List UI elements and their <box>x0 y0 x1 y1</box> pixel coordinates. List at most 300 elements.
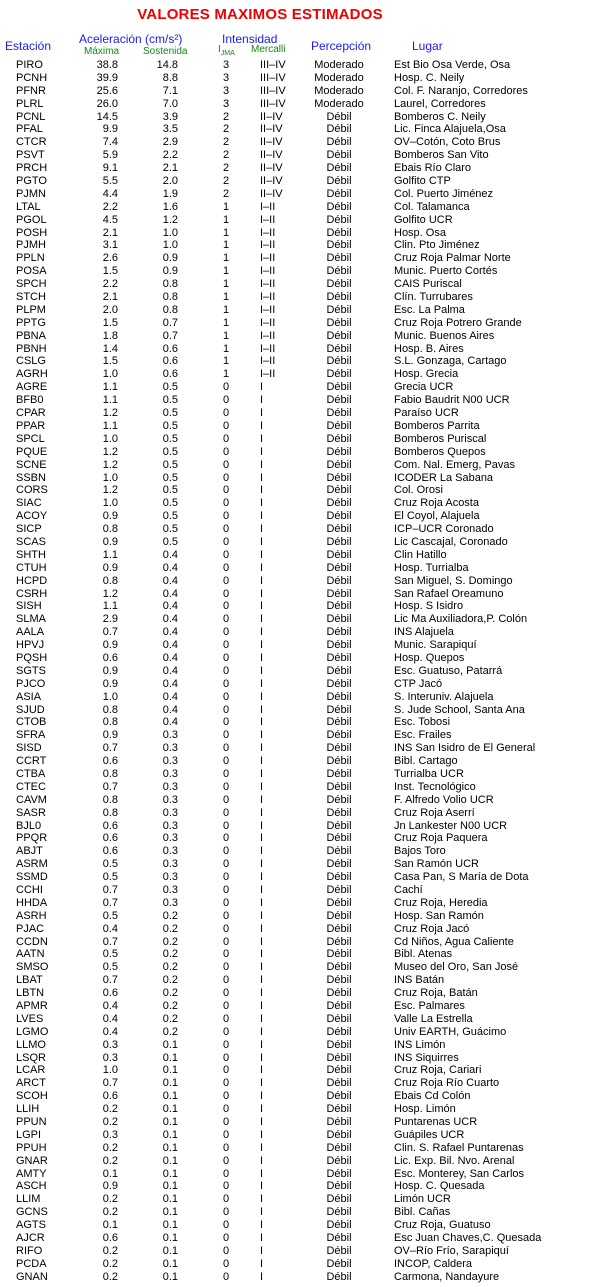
sustained-acceleration: 0.3 <box>162 858 178 871</box>
perception: Débil <box>326 419 352 432</box>
table-row <box>0 1000 590 1013</box>
sustained-acceleration: 0.5 <box>162 510 178 523</box>
ijma-intensity: 0 <box>222 1012 230 1025</box>
table-row <box>0 575 590 588</box>
ijma-intensity: 0 <box>222 1141 230 1154</box>
ijma-intensity: 2 <box>222 110 230 123</box>
location: Guápiles UCR <box>394 1128 465 1141</box>
location: INS Batán <box>394 974 445 987</box>
station-code: LBTN <box>16 987 45 1000</box>
table-row <box>0 355 590 368</box>
mercalli-intensity: I <box>260 1154 264 1167</box>
perception: Débil <box>326 587 352 600</box>
sustained-acceleration: 0.3 <box>162 819 178 832</box>
sustained-acceleration: 0.4 <box>162 548 178 561</box>
location: OV–Río Frío, Sarapiquí <box>394 1244 509 1257</box>
location: Golfito UCR <box>394 213 453 226</box>
perception: Débil <box>326 239 352 252</box>
perception: Débil <box>326 793 352 806</box>
station-code: CSRH <box>16 587 48 600</box>
max-acceleration: 0.4 <box>102 1025 118 1038</box>
max-acceleration: 0.7 <box>102 935 118 948</box>
station-code: CTBA <box>16 767 46 780</box>
station-code: CTCR <box>16 136 47 149</box>
perception: Débil <box>326 162 352 175</box>
ijma-intensity: 0 <box>222 381 230 394</box>
station-code: SGTS <box>16 664 46 677</box>
location: Fabio Baudrit N00 UCR <box>394 394 510 407</box>
perception: Débil <box>326 175 352 188</box>
max-acceleration: 3.1 <box>102 239 118 252</box>
station-code: POSA <box>16 265 47 278</box>
perception: Débil <box>326 574 352 587</box>
station-code: ASRM <box>16 858 48 871</box>
perception: Débil <box>326 729 352 742</box>
location: CAIS Puriscal <box>394 278 462 291</box>
mercalli-intensity: I <box>260 716 264 729</box>
station-code: CTEC <box>16 780 46 793</box>
max-acceleration: 0.4 <box>102 922 118 935</box>
ijma-intensity: 0 <box>222 1180 230 1193</box>
location: Ebais Cd Colón <box>394 1090 471 1103</box>
ijma-intensity: 0 <box>222 1038 230 1051</box>
location: Cruz Roja Río Cuarto <box>394 1077 500 1090</box>
max-acceleration: 0.1 <box>102 1219 118 1232</box>
table-row <box>0 149 590 162</box>
ijma-intensity: 0 <box>222 419 230 432</box>
station-code: BJL0 <box>16 819 42 832</box>
perception: Débil <box>326 1051 352 1064</box>
ijma-intensity: 0 <box>222 742 230 755</box>
max-acceleration: 0.9 <box>102 561 118 574</box>
table-row <box>0 923 590 936</box>
sustained-acceleration: 0.3 <box>162 832 178 845</box>
location: Bajos Toro <box>394 845 446 858</box>
mercalli-intensity: I–II <box>260 265 276 278</box>
sustained-acceleration: 0.1 <box>162 1193 178 1206</box>
ijma-intensity: 2 <box>222 136 230 149</box>
table-row <box>0 343 590 356</box>
max-acceleration: 0.6 <box>102 845 118 858</box>
ijma-intensity: 0 <box>222 574 230 587</box>
sustained-acceleration: 8.8 <box>162 71 178 84</box>
station-code: PGTO <box>16 175 47 188</box>
sustained-acceleration: 0.3 <box>162 884 178 896</box>
table-row <box>0 1116 590 1129</box>
ijma-intensity: 0 <box>222 639 230 652</box>
station-code: PJCO <box>16 677 46 690</box>
station-code: HPVJ <box>16 639 45 652</box>
station-code: PLPM <box>16 303 46 316</box>
table-row <box>0 536 590 549</box>
location: Hosp. Limón <box>394 1103 456 1116</box>
sustained-acceleration: 0.1 <box>162 1244 178 1257</box>
mercalli-intensity: I <box>260 1270 264 1283</box>
perception: Moderado <box>314 84 364 97</box>
table-row <box>0 820 590 833</box>
location: Lic Ma Auxiliadora,P. Colón <box>394 613 528 626</box>
perception: Débil <box>326 690 352 703</box>
perception: Débil <box>326 213 352 226</box>
table-row <box>0 755 590 768</box>
station-code: PCDA <box>16 1257 47 1270</box>
station-code: AALA <box>16 626 45 639</box>
mercalli-intensity: I <box>260 819 264 832</box>
ijma-intensity: 0 <box>222 561 230 574</box>
max-acceleration: 7.4 <box>102 136 118 149</box>
max-acceleration: 0.3 <box>102 1051 118 1064</box>
max-acceleration: 1.1 <box>102 600 118 613</box>
location: Bomberos Puriscal <box>394 432 487 445</box>
perception: Débil <box>326 948 352 961</box>
max-acceleration: 0.9 <box>102 729 118 742</box>
max-acceleration: 1.1 <box>102 419 118 432</box>
location: INS Limón <box>394 1038 446 1051</box>
station-code: SASR <box>16 806 46 819</box>
station-code: SLMA <box>16 613 46 626</box>
location: Hosp. S Isidro <box>394 600 464 613</box>
perception: Débil <box>326 922 352 935</box>
location: INS Siquirres <box>394 1051 459 1064</box>
sustained-acceleration: 0.3 <box>162 896 178 909</box>
mercalli-intensity: I <box>260 1116 264 1129</box>
mercalli-intensity: II–IV <box>260 187 283 200</box>
max-acceleration: 0.6 <box>102 832 118 845</box>
max-acceleration: 2.9 <box>102 613 118 626</box>
table-row <box>0 639 590 652</box>
station-code: LSQR <box>16 1051 46 1064</box>
max-acceleration: 0.7 <box>102 780 118 793</box>
mercalli-intensity: I <box>260 1232 264 1245</box>
max-acceleration: 0.2 <box>102 1116 118 1129</box>
perception: Débil <box>326 278 352 291</box>
station-code: ACOY <box>16 510 48 523</box>
ijma-intensity: 0 <box>222 1025 230 1038</box>
station-code: LLMO <box>16 1038 46 1051</box>
perception: Débil <box>326 1128 352 1141</box>
location: ICP–UCR Coronado <box>394 523 494 536</box>
station-code: PPUH <box>16 1141 47 1154</box>
sustained-acceleration: 0.3 <box>162 742 178 755</box>
station-code: SCNE <box>16 458 47 471</box>
table-row <box>0 98 590 111</box>
max-acceleration: 0.6 <box>102 819 118 832</box>
location: Turrialba UCR <box>394 767 464 780</box>
location: Cruz Roja, Heredia <box>394 896 488 909</box>
station-code: AJCR <box>16 1232 45 1245</box>
sustained-acceleration: 0.1 <box>162 1180 178 1193</box>
perception: Débil <box>326 806 352 819</box>
sustained-acceleration: 0.9 <box>162 265 178 278</box>
ijma-intensity: 0 <box>222 1270 230 1283</box>
mercalli-intensity: I <box>260 626 264 639</box>
sustained-acceleration: 0.7 <box>162 329 178 342</box>
station-code: CTOB <box>16 716 47 729</box>
sustained-acceleration: 2.2 <box>162 149 178 162</box>
perception: Débil <box>326 445 352 458</box>
station-code: GNAR <box>16 1154 48 1167</box>
table-row <box>0 123 590 136</box>
perception: Débil <box>326 767 352 780</box>
ijma-intensity: 1 <box>222 329 230 342</box>
max-acceleration: 0.4 <box>102 1000 118 1013</box>
mercalli-intensity: I <box>260 535 264 548</box>
station-code: LGPI <box>16 1128 42 1141</box>
table-row <box>0 420 590 433</box>
sustained-acceleration: 1.2 <box>162 213 178 226</box>
max-acceleration: 0.4 <box>102 1012 118 1025</box>
max-acceleration: 0.7 <box>102 1077 118 1090</box>
table-row <box>0 1206 590 1219</box>
mercalli-intensity: I <box>260 548 264 561</box>
max-acceleration: 2.6 <box>102 252 118 265</box>
perception: Débil <box>326 484 352 497</box>
perception: Débil <box>326 1193 352 1206</box>
max-acceleration: 5.5 <box>102 175 118 188</box>
table-row <box>0 1129 590 1142</box>
sustained-acceleration: 0.1 <box>162 1064 178 1077</box>
mercalli-intensity: I <box>260 1193 264 1206</box>
max-acceleration: 2.2 <box>102 278 118 291</box>
mercalli-intensity: I <box>260 639 264 652</box>
station-code: PPUN <box>16 1116 47 1129</box>
perception: Débil <box>326 1000 352 1013</box>
max-acceleration: 0.7 <box>102 974 118 987</box>
mercalli-intensity: I <box>260 729 264 742</box>
table-row <box>0 1232 590 1245</box>
perception: Débil <box>326 626 352 639</box>
sustained-acceleration: 0.4 <box>162 561 178 574</box>
max-acceleration: 0.7 <box>102 896 118 909</box>
perception: Débil <box>326 226 352 239</box>
max-acceleration: 0.2 <box>102 1257 118 1270</box>
sustained-acceleration: 0.3 <box>162 729 178 742</box>
sustained-acceleration: 0.4 <box>162 690 178 703</box>
table-row <box>0 729 590 742</box>
perception: Débil <box>326 510 352 523</box>
sustained-acceleration: 0.5 <box>162 407 178 420</box>
max-acceleration: 0.5 <box>102 909 118 922</box>
table-row <box>0 1155 590 1168</box>
perception: Débil <box>326 935 352 948</box>
table-row <box>0 175 590 188</box>
sustained-acceleration: 0.2 <box>162 1012 178 1025</box>
mercalli-intensity: I–II <box>260 252 276 265</box>
location: Esc. Frailes <box>394 729 452 742</box>
mercalli-intensity: I <box>260 484 264 497</box>
mercalli-intensity: I <box>260 432 264 445</box>
ijma-intensity: 0 <box>222 1167 230 1180</box>
sustained-acceleration: 0.5 <box>162 484 178 497</box>
perception: Débil <box>326 613 352 626</box>
table-row <box>0 987 590 1000</box>
location: Bomberos San Vito <box>394 149 489 162</box>
sustained-acceleration: 0.1 <box>162 1116 178 1129</box>
location: Hosp. C. Neily <box>394 71 465 84</box>
perception: Débil <box>326 535 352 548</box>
station-code: SIAC <box>16 497 42 510</box>
perception: Débil <box>326 187 352 200</box>
mercalli-intensity: I <box>260 858 264 871</box>
sustained-acceleration: 0.2 <box>162 987 178 1000</box>
subheader-maxima: Máxima <box>84 46 120 57</box>
mercalli-intensity: I <box>260 1103 264 1116</box>
mercalli-intensity: II–IV <box>260 110 283 123</box>
station-code: CORS <box>16 484 48 497</box>
table-row <box>0 1103 590 1116</box>
ijma-intensity: 0 <box>222 974 230 987</box>
sustained-acceleration: 1.0 <box>162 239 178 252</box>
location: Munic. Sarapiquí <box>394 639 477 652</box>
ijma-intensity: 0 <box>222 664 230 677</box>
location: OV–Cotón, Coto Brus <box>394 136 501 149</box>
ijma-intensity: 0 <box>222 1090 230 1103</box>
mercalli-intensity: II–IV <box>260 149 283 162</box>
sustained-acceleration: 0.4 <box>162 600 178 613</box>
station-table <box>0 59 590 1284</box>
perception: Débil <box>326 1064 352 1077</box>
sustained-acceleration: 3.9 <box>162 110 178 123</box>
location: Inst. Tecnológico <box>394 780 476 793</box>
table-row <box>0 394 590 407</box>
max-acceleration: 14.5 <box>96 110 118 123</box>
sustained-acceleration: 0.4 <box>162 677 178 690</box>
mercalli-intensity: I <box>260 948 264 961</box>
sustained-acceleration: 0.5 <box>162 432 178 445</box>
ijma-intensity: 1 <box>222 355 230 368</box>
station-code: PFAL <box>16 123 43 136</box>
ijma-intensity: 0 <box>222 948 230 961</box>
location: San Ramón UCR <box>394 858 479 871</box>
sustained-acceleration: 0.2 <box>162 1025 178 1038</box>
max-acceleration: 0.6 <box>102 651 118 664</box>
sustained-acceleration: 0.1 <box>162 1128 178 1141</box>
ijma-intensity: 0 <box>222 896 230 909</box>
location: Museo del Oro, San José <box>394 961 519 974</box>
sustained-acceleration: 0.1 <box>162 1219 178 1232</box>
ijma-intensity: 0 <box>222 1051 230 1064</box>
sustained-acceleration: 0.3 <box>162 806 178 819</box>
station-code: AMTY <box>16 1167 47 1180</box>
ijma-intensity: 1 <box>222 303 230 316</box>
table-row <box>0 265 590 278</box>
location: Casa Pan, S María de Dota <box>394 871 529 884</box>
location: San Miguel, S. Domingo <box>394 574 513 587</box>
mercalli-intensity: I <box>260 587 264 600</box>
station-code: PJMH <box>16 239 46 252</box>
perception: Débil <box>326 651 352 664</box>
perception: Débil <box>326 291 352 304</box>
table-row <box>0 136 590 149</box>
max-acceleration: 0.7 <box>102 626 118 639</box>
mercalli-intensity: III–IV <box>260 84 286 97</box>
mercalli-intensity: I–II <box>260 226 276 239</box>
table-row <box>0 252 590 265</box>
perception: Débil <box>326 1116 352 1129</box>
station-code: ASCH <box>16 1180 47 1193</box>
max-acceleration: 2.2 <box>102 200 118 213</box>
perception: Débil <box>326 1206 352 1219</box>
table-row <box>0 716 590 729</box>
location: Esc. Tobosi <box>394 716 451 729</box>
table-row <box>0 884 590 897</box>
table-row <box>0 807 590 820</box>
mercalli-intensity: I <box>260 1141 264 1154</box>
station-code: PPLN <box>16 252 45 265</box>
ijma-intensity: 0 <box>222 1244 230 1257</box>
mercalli-intensity: I <box>260 1051 264 1064</box>
perception: Débil <box>326 471 352 484</box>
sustained-acceleration: 0.4 <box>162 651 178 664</box>
sustained-acceleration: 1.9 <box>162 187 178 200</box>
table-row <box>0 381 590 394</box>
max-acceleration: 0.7 <box>102 742 118 755</box>
ijma-intensity: 1 <box>222 226 230 239</box>
mercalli-intensity: I <box>260 1000 264 1013</box>
ijma-intensity: 2 <box>222 149 230 162</box>
mercalli-intensity: I <box>260 458 264 471</box>
table-row <box>0 1180 590 1193</box>
table-row <box>0 85 590 98</box>
perception: Débil <box>326 561 352 574</box>
mercalli-intensity: I <box>260 445 264 458</box>
ijma-intensity: 0 <box>222 690 230 703</box>
mercalli-intensity: I <box>260 664 264 677</box>
ijma-intensity: 0 <box>222 677 230 690</box>
perception: Débil <box>326 1103 352 1116</box>
ijma-intensity: 0 <box>222 1257 230 1270</box>
table-row <box>0 1064 590 1077</box>
sustained-acceleration: 0.2 <box>162 935 178 948</box>
location: Valle La Estrella <box>394 1012 473 1025</box>
header-intensidad: Intensidad <box>222 32 278 46</box>
perception: Débil <box>326 664 352 677</box>
ijma-intensity: 0 <box>222 471 230 484</box>
ijma-intensity: 1 <box>222 342 230 355</box>
sustained-acceleration: 0.4 <box>162 574 178 587</box>
location: Com. Nal. Emerg, Pavas <box>394 458 516 471</box>
perception: Débil <box>326 110 352 123</box>
ijma-intensity: 1 <box>222 316 230 329</box>
location: INCOP, Caldera <box>394 1257 473 1270</box>
perception: Débil <box>326 1167 352 1180</box>
ijma-intensity: 1 <box>222 252 230 265</box>
location: INS Alajuela <box>394 626 454 639</box>
station-code: LVES <box>16 1012 44 1025</box>
max-acceleration: 2.1 <box>102 291 118 304</box>
location: Golfito CTP <box>394 175 451 188</box>
station-code: RIFO <box>16 1244 43 1257</box>
table-row <box>0 897 590 910</box>
table-row <box>0 1142 590 1155</box>
perception: Débil <box>326 819 352 832</box>
mercalli-intensity: I <box>260 1257 264 1270</box>
sustained-acceleration: 7.0 <box>162 97 178 110</box>
perception: Débil <box>326 149 352 162</box>
location: Bomberos Quepos <box>394 445 486 458</box>
mercalli-intensity: I <box>260 832 264 845</box>
table-row <box>0 781 590 794</box>
mercalli-intensity: I <box>260 935 264 948</box>
max-acceleration: 1.2 <box>102 445 118 458</box>
perception: Débil <box>326 265 352 278</box>
perception: Débil <box>326 303 352 316</box>
station-code: CCHI <box>16 884 43 896</box>
location: Cruz Roja, Cariari <box>394 1064 482 1077</box>
sustained-acceleration: 0.6 <box>162 368 178 381</box>
table-row <box>0 910 590 923</box>
sustained-acceleration: 2.9 <box>162 136 178 149</box>
